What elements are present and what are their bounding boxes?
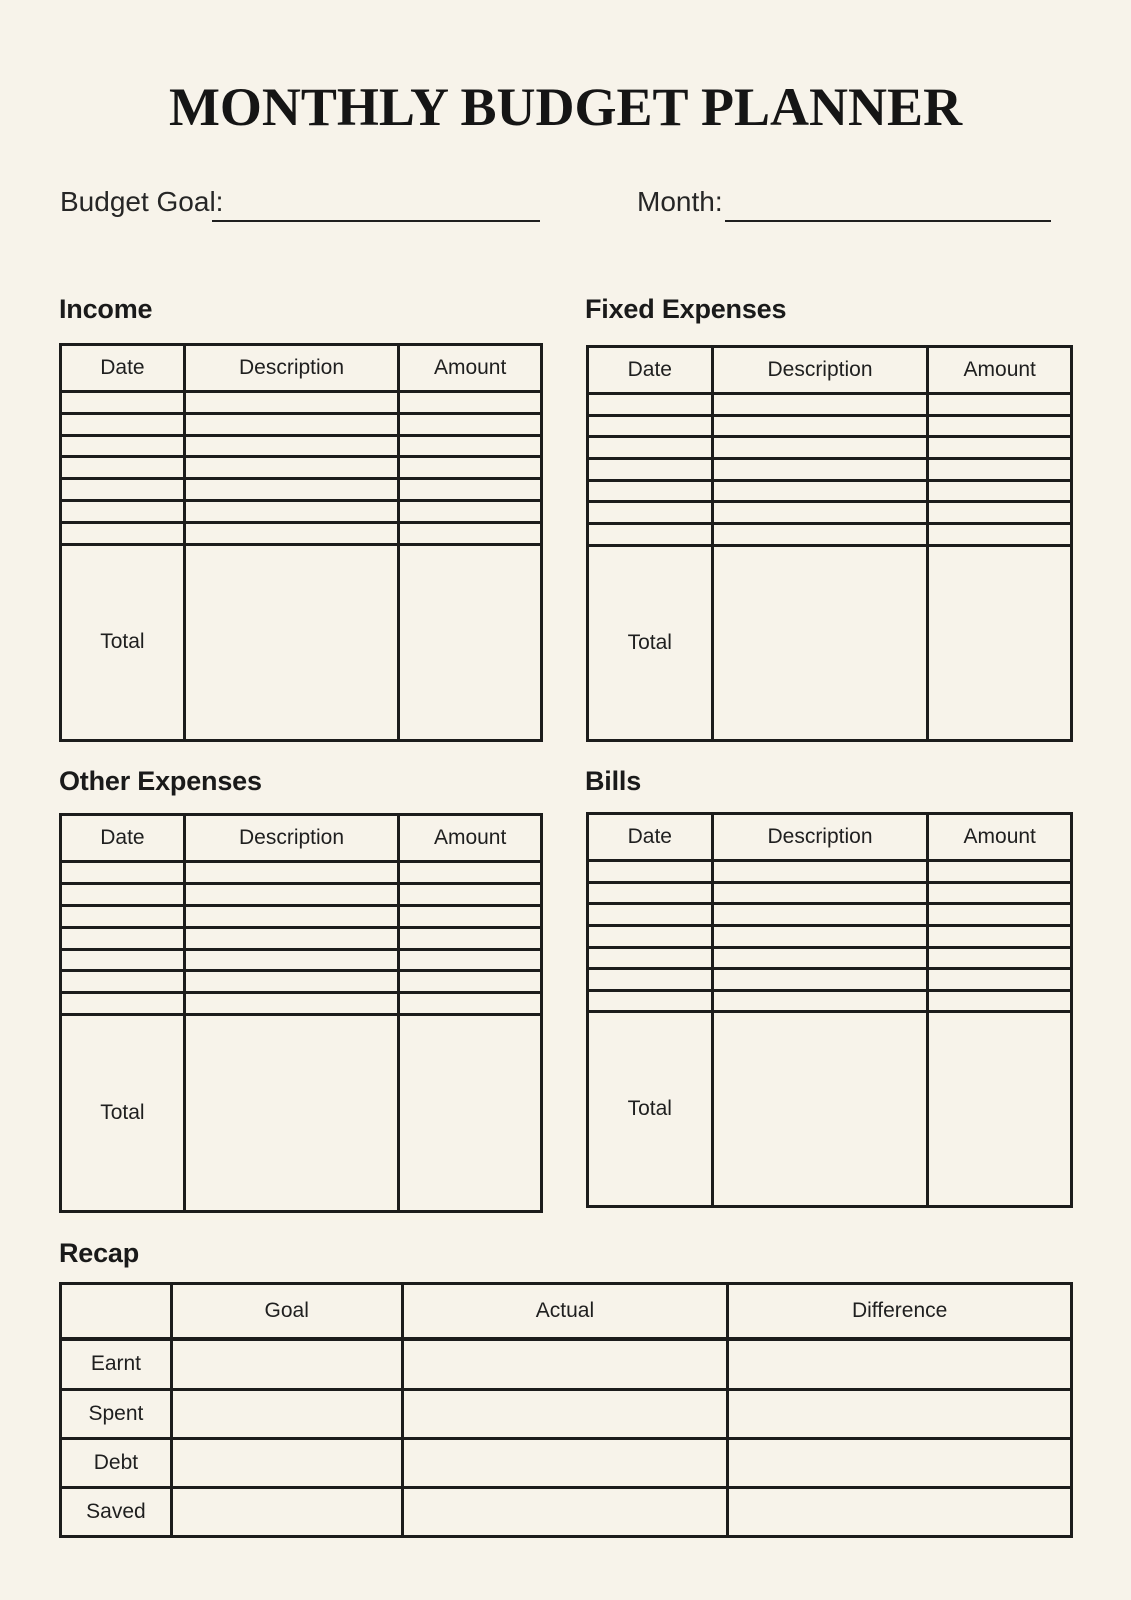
income-header-row (61, 345, 542, 392)
income-empty-cell (399, 457, 542, 479)
bills-col-header-amount: Amount (928, 814, 1072, 861)
recap-empty-cell-earnt-actual (402, 1339, 728, 1389)
other-expenses-empty-cell (399, 905, 542, 927)
bills-empty-cell (588, 925, 713, 947)
bills-row-7 (588, 990, 1072, 1012)
other-expenses-table-grid (59, 813, 543, 1213)
other-expenses-empty-cell (184, 949, 398, 971)
fixed-expenses-empty-cell (928, 480, 1072, 502)
bills-empty-cell (712, 925, 928, 947)
fixed-expenses-empty-cell (588, 415, 713, 437)
other-expenses-total-row (61, 1015, 542, 1212)
income-table-grid (59, 343, 543, 742)
other-expenses-col-header-amount: Amount (399, 815, 542, 862)
other-expenses-empty-cell (61, 949, 185, 971)
income-empty-cell (399, 435, 542, 457)
recap-empty-cell-earnt-goal (171, 1339, 402, 1389)
bills-row-3 (588, 904, 1072, 926)
other-expenses-empty-cell (184, 993, 398, 1015)
other-expenses-empty-cell (399, 883, 542, 905)
income-table (59, 343, 543, 742)
income-empty-cell (184, 479, 398, 501)
recap-empty-cell-saved-actual (402, 1487, 728, 1536)
recap-table (59, 1282, 1073, 1538)
bills-table (586, 812, 1073, 1208)
other-expenses-empty-cell (184, 862, 398, 884)
fixed-expenses-row-2 (588, 415, 1072, 437)
recap-table-grid (59, 1282, 1073, 1538)
bills-total-cell (712, 1012, 928, 1207)
fixed-expenses-row-7 (588, 524, 1072, 546)
fixed-expenses-table-grid (586, 345, 1073, 742)
income-empty-cell (61, 413, 185, 435)
fixed-expenses-row-5 (588, 480, 1072, 502)
recap-empty-cell-debt-difference (728, 1438, 1072, 1487)
fixed-expenses-empty-cell (712, 415, 928, 437)
bills-empty-cell (712, 947, 928, 969)
bills-total-row (588, 1012, 1072, 1207)
fixed-expenses-empty-cell (712, 437, 928, 459)
other-expenses-empty-cell (184, 971, 398, 993)
recap-corner-cell (61, 1284, 172, 1340)
fixed-expenses-col-header-date: Date (588, 347, 713, 394)
bills-total-label: Total (588, 1012, 713, 1207)
month-input-line (725, 220, 1051, 222)
other-expenses-total-cell (184, 1015, 398, 1212)
other-expenses-header-row (61, 815, 542, 862)
other-expenses-row-6 (61, 971, 542, 993)
income-total-row (61, 544, 542, 740)
bills-empty-cell (588, 904, 713, 926)
page-title: MONTHLY BUDGET PLANNER (168, 77, 963, 137)
budget-goal-input-line (212, 220, 540, 222)
other-expenses-total-cell (399, 1015, 542, 1212)
recap-row-earnt (61, 1339, 1072, 1389)
recap-empty-cell-spent-goal (171, 1389, 402, 1438)
section-heading-fixed-expenses: Fixed Expenses (585, 294, 787, 324)
income-row-2 (61, 413, 542, 435)
fixed-expenses-empty-cell (928, 502, 1072, 524)
bills-table-grid (586, 812, 1073, 1208)
income-row-3 (61, 435, 542, 457)
fixed-expenses-empty-cell (588, 394, 713, 416)
fixed-expenses-empty-cell (588, 524, 713, 546)
bills-empty-cell (928, 882, 1072, 904)
fixed-expenses-table (586, 345, 1073, 742)
fixed-expenses-empty-cell (928, 437, 1072, 459)
bills-empty-cell (928, 861, 1072, 883)
recap-row-label-debt: Debt (61, 1438, 172, 1487)
income-empty-cell (184, 392, 398, 414)
other-expenses-empty-cell (399, 971, 542, 993)
income-row-1 (61, 392, 542, 414)
recap-empty-cell-spent-actual (402, 1389, 728, 1438)
section-heading-other-expenses: Other Expenses (59, 766, 262, 796)
fixed-expenses-row-1 (588, 394, 1072, 416)
income-empty-cell (61, 457, 185, 479)
income-empty-cell (399, 479, 542, 501)
fixed-expenses-empty-cell (712, 394, 928, 416)
fixed-expenses-row-3 (588, 437, 1072, 459)
other-expenses-total-label: Total (61, 1015, 185, 1212)
income-empty-cell (184, 435, 398, 457)
other-expenses-table (59, 813, 543, 1213)
income-empty-cell (184, 522, 398, 544)
other-expenses-empty-cell (184, 927, 398, 949)
income-empty-cell (61, 392, 185, 414)
bills-empty-cell (712, 990, 928, 1012)
bills-empty-cell (588, 990, 713, 1012)
bills-col-header-date: Date (588, 814, 713, 861)
income-total-cell (399, 544, 542, 740)
fixed-expenses-total-cell (712, 545, 928, 740)
fixed-expenses-total-label: Total (588, 545, 713, 740)
bills-row-6 (588, 969, 1072, 991)
recap-row-label-saved: Saved (61, 1487, 172, 1536)
recap-row-label-spent: Spent (61, 1389, 172, 1438)
recap-empty-cell-saved-difference (728, 1487, 1072, 1536)
fixed-expenses-empty-cell (712, 524, 928, 546)
fixed-expenses-empty-cell (928, 459, 1072, 481)
income-empty-cell (399, 392, 542, 414)
other-expenses-empty-cell (61, 862, 185, 884)
income-row-5 (61, 479, 542, 501)
income-empty-cell (184, 501, 398, 523)
section-heading-income: Income (59, 294, 153, 324)
bills-empty-cell (928, 925, 1072, 947)
income-empty-cell (61, 479, 185, 501)
other-expenses-empty-cell (61, 971, 185, 993)
recap-col-header-actual: Actual (402, 1284, 728, 1340)
income-empty-cell (399, 413, 542, 435)
bills-col-header-description: Description (712, 814, 928, 861)
recap-row-label-earnt: Earnt (61, 1339, 172, 1389)
bills-empty-cell (588, 882, 713, 904)
fixed-expenses-col-header-amount: Amount (928, 347, 1072, 394)
section-heading-bills: Bills (585, 766, 642, 796)
section-heading-recap: Recap (59, 1238, 140, 1268)
bills-row-4 (588, 925, 1072, 947)
bills-header-row (588, 814, 1072, 861)
month-label: Month: (637, 186, 723, 217)
other-expenses-row-5 (61, 949, 542, 971)
fixed-expenses-total-cell (928, 545, 1072, 740)
fixed-expenses-empty-cell (588, 480, 713, 502)
other-expenses-row-7 (61, 993, 542, 1015)
recap-empty-cell-spent-difference (728, 1389, 1072, 1438)
income-col-header-amount: Amount (399, 345, 542, 392)
bills-empty-cell (928, 969, 1072, 991)
bills-empty-cell (712, 861, 928, 883)
other-expenses-row-3 (61, 905, 542, 927)
fixed-expenses-row-6 (588, 502, 1072, 524)
other-expenses-col-header-date: Date (61, 815, 185, 862)
fixed-expenses-empty-cell (588, 459, 713, 481)
bills-empty-cell (928, 947, 1072, 969)
income-total-label: Total (61, 544, 185, 740)
bills-empty-cell (712, 882, 928, 904)
other-expenses-empty-cell (61, 883, 185, 905)
recap-col-header-difference: Difference (728, 1284, 1072, 1340)
bills-empty-cell (712, 904, 928, 926)
budget-goal-label: Budget Goal: (60, 186, 224, 217)
recap-row-spent (61, 1389, 1072, 1438)
other-expenses-empty-cell (184, 905, 398, 927)
fixed-expenses-empty-cell (928, 524, 1072, 546)
fixed-expenses-empty-cell (928, 394, 1072, 416)
bills-total-cell (928, 1012, 1072, 1207)
other-expenses-empty-cell (399, 993, 542, 1015)
recap-row-debt (61, 1438, 1072, 1487)
income-row-4 (61, 457, 542, 479)
recap-empty-cell-saved-goal (171, 1487, 402, 1536)
income-total-cell (184, 544, 398, 740)
other-expenses-empty-cell (61, 993, 185, 1015)
income-empty-cell (399, 501, 542, 523)
income-empty-cell (184, 457, 398, 479)
bills-empty-cell (928, 904, 1072, 926)
bills-empty-cell (712, 969, 928, 991)
recap-row-saved (61, 1487, 1072, 1536)
other-expenses-row-4 (61, 927, 542, 949)
bills-row-5 (588, 947, 1072, 969)
recap-col-header-goal: Goal (171, 1284, 402, 1340)
income-empty-cell (61, 501, 185, 523)
bills-empty-cell (928, 990, 1072, 1012)
bills-empty-cell (588, 947, 713, 969)
income-col-header-description: Description (184, 345, 398, 392)
income-empty-cell (61, 522, 185, 544)
other-expenses-col-header-description: Description (184, 815, 398, 862)
bills-empty-cell (588, 861, 713, 883)
income-row-6 (61, 501, 542, 523)
fixed-expenses-empty-cell (588, 502, 713, 524)
income-empty-cell (61, 435, 185, 457)
recap-empty-cell-debt-actual (402, 1438, 728, 1487)
fixed-expenses-total-row (588, 545, 1072, 740)
other-expenses-empty-cell (399, 927, 542, 949)
other-expenses-empty-cell (61, 905, 185, 927)
other-expenses-empty-cell (399, 862, 542, 884)
income-col-header-date: Date (61, 345, 185, 392)
other-expenses-empty-cell (61, 927, 185, 949)
fixed-expenses-row-4 (588, 459, 1072, 481)
fixed-expenses-empty-cell (928, 415, 1072, 437)
other-expenses-row-1 (61, 862, 542, 884)
fixed-expenses-header-row (588, 347, 1072, 394)
income-empty-cell (399, 522, 542, 544)
fixed-expenses-empty-cell (712, 502, 928, 524)
income-empty-cell (184, 413, 398, 435)
bills-row-2 (588, 882, 1072, 904)
other-expenses-empty-cell (399, 949, 542, 971)
other-expenses-row-2 (61, 883, 542, 905)
bills-empty-cell (588, 969, 713, 991)
fixed-expenses-col-header-description: Description (712, 347, 928, 394)
recap-header-row (61, 1284, 1072, 1340)
fixed-expenses-empty-cell (588, 437, 713, 459)
bills-row-1 (588, 861, 1072, 883)
income-row-7 (61, 522, 542, 544)
other-expenses-empty-cell (184, 883, 398, 905)
fixed-expenses-empty-cell (712, 480, 928, 502)
recap-empty-cell-earnt-difference (728, 1339, 1072, 1389)
recap-empty-cell-debt-goal (171, 1438, 402, 1487)
fixed-expenses-empty-cell (712, 459, 928, 481)
